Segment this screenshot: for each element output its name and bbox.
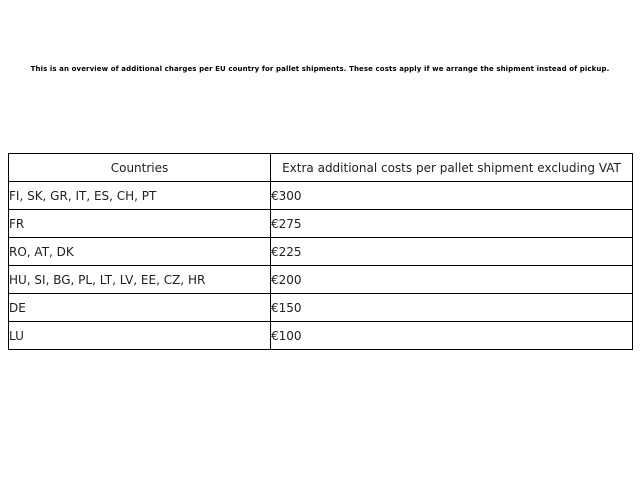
cost-cell: €200 <box>271 266 633 294</box>
cost-cell: €300 <box>271 182 633 210</box>
countries-cell: HU, SI, BG, PL, LT, LV, EE, CZ, HR <box>9 266 271 294</box>
table-row <box>9 322 633 350</box>
countries-cell: RO, AT, DK <box>9 238 271 266</box>
figure-caption: This is an overview of additional charges per EU country for pallet shipments. These costs apply if we arrange the shipment instead of pickup. <box>30 65 610 73</box>
cost-cell: €225 <box>271 238 633 266</box>
countries-cell: DE <box>9 294 271 322</box>
table-row <box>9 266 633 294</box>
table-header-row <box>9 154 633 182</box>
cost-cell: €275 <box>271 210 633 238</box>
countries-cell: LU <box>9 322 271 350</box>
cost-cell: €150 <box>271 294 633 322</box>
costs-column-header: Extra additional costs per pallet shipment excluding VAT <box>271 154 633 182</box>
cost-cell: €100 <box>271 322 633 350</box>
table-row <box>9 294 633 322</box>
charges-table <box>8 153 633 350</box>
table-row <box>9 210 633 238</box>
table-row <box>9 182 633 210</box>
table-row <box>9 238 633 266</box>
countries-cell: FR <box>9 210 271 238</box>
countries-cell: FI, SK, GR, IT, ES, CH, PT <box>9 182 271 210</box>
countries-column-header: Countries <box>9 154 271 182</box>
table-body <box>9 182 633 350</box>
